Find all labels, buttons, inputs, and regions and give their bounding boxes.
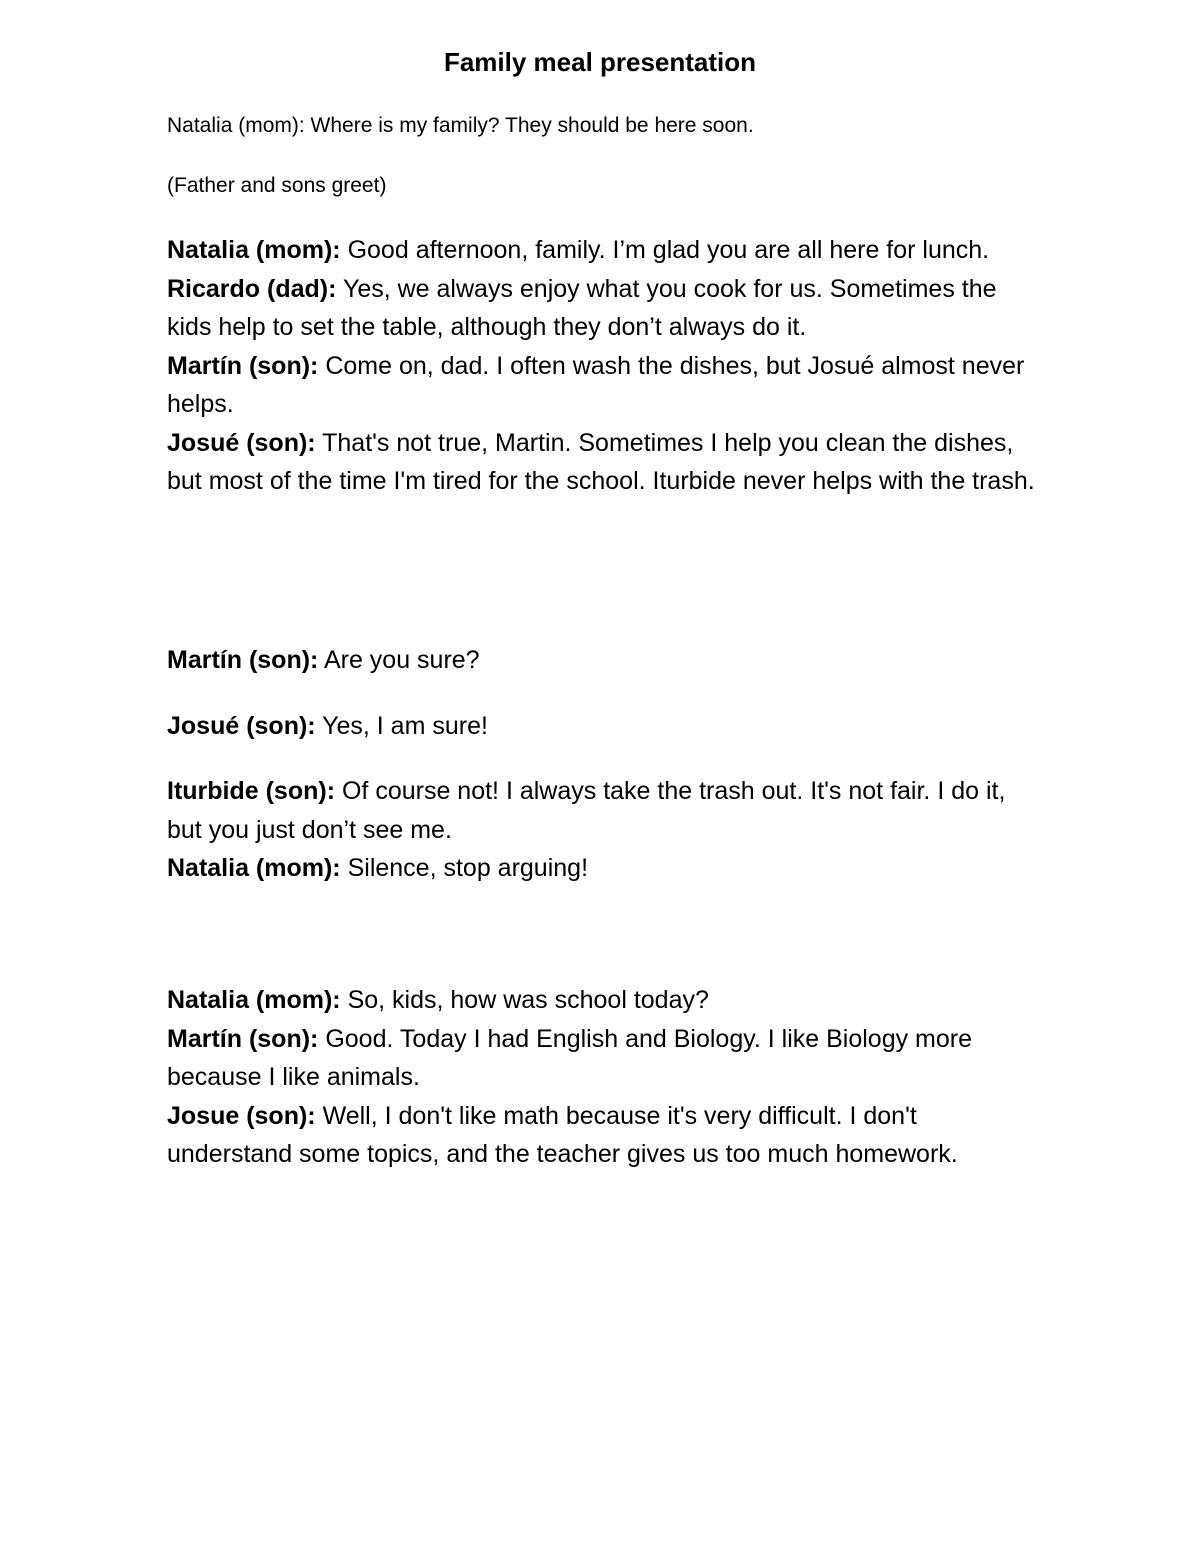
dialogue-block-4 bbox=[167, 772, 1047, 888]
dialogue-text: Yes, I am sure! bbox=[315, 712, 488, 740]
dialogue-block-1 bbox=[167, 231, 1047, 501]
speaker-name: Josue (son): bbox=[167, 1101, 316, 1130]
stage-direction: (Father and sons greet) bbox=[167, 174, 387, 197]
dialogue-line bbox=[167, 424, 1047, 501]
dialogue-text: Of course not! I always take the trash out. It's not fair. I do it, but you just don’t see me. bbox=[167, 777, 1006, 844]
dialogue-text: Come on, dad. I often wash the dishes, but Josué almost never helps. bbox=[167, 351, 1025, 418]
dialogue-text: So, kids, how was school today? bbox=[340, 986, 709, 1014]
dialogue-line bbox=[167, 1097, 1047, 1174]
speaker-name: Natalia (mom): bbox=[167, 236, 341, 264]
intro-line: Natalia (mom): Where is my family? They should be here soon. bbox=[167, 114, 754, 137]
dialogue-text: Silence, stop arguing! bbox=[340, 854, 589, 882]
dialogue-line bbox=[167, 849, 1047, 888]
speaker-name: Josué (son): bbox=[167, 428, 316, 457]
dialogue-block-3 bbox=[167, 707, 1047, 746]
speaker-name: Martín (son): bbox=[167, 1024, 319, 1053]
dialogue-line bbox=[167, 981, 1047, 1020]
speaker-name: Ricardo (dad): bbox=[167, 274, 337, 303]
dialogue-block-5 bbox=[167, 981, 1047, 1174]
dialogue-text: Well, I don't like math because it's very difficult. I don't understand some topics, and the teacher gives us too much homework. bbox=[167, 1101, 958, 1168]
dialogue-line bbox=[167, 270, 1047, 347]
speaker-name: Iturbide (son): bbox=[167, 777, 336, 805]
dialogue-line bbox=[167, 707, 1047, 746]
dialogue-text: Yes, we always enjoy what you cook for us. Sometimes the kids help to set the table, although they don’t always do it. bbox=[167, 274, 997, 341]
dialogue-block-2 bbox=[167, 641, 1047, 680]
speaker-name: Martín (son): bbox=[167, 351, 319, 380]
speaker-name: Martín (son): bbox=[167, 646, 319, 674]
document-title: Family meal presentation bbox=[443, 47, 757, 77]
dialogue-line bbox=[167, 231, 1047, 270]
speaker-name: Josué (son): bbox=[167, 712, 316, 740]
dialogue-text: Are you sure? bbox=[318, 646, 480, 674]
dialogue-line bbox=[167, 641, 1047, 680]
speaker-name: Natalia (mom): bbox=[167, 854, 341, 882]
dialogue-line bbox=[167, 1020, 1047, 1097]
dialogue-text: That's not true, Martin. Sometimes I help you clean the dishes, but most of the time I'm tired for the school. Iturbide never helps with the trash. bbox=[167, 428, 1035, 495]
dialogue-line bbox=[167, 347, 1047, 424]
dialogue-text: Good. Today I had English and Biology. I like Biology more because I like animals. bbox=[167, 1024, 973, 1091]
dialogue-text: Good afternoon, family. I’m glad you are all here for lunch. bbox=[340, 236, 990, 264]
dialogue-line bbox=[167, 772, 1047, 849]
speaker-name: Natalia (mom): bbox=[167, 986, 341, 1014]
